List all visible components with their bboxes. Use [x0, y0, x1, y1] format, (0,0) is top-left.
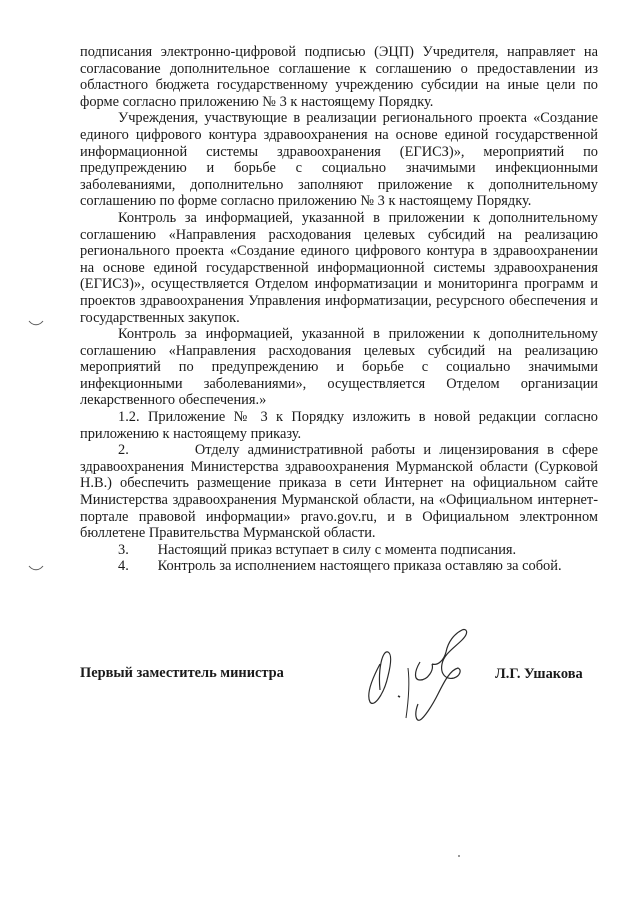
list-item-text: Контроль за исполнением настоящего приказа оставляю за собой.: [157, 558, 562, 575]
list-item-number: 3.: [118, 541, 129, 558]
paragraph-continuation: подписания электронно-цифровой подписью (ЭЦП) Учредителя, направляет на согласование дополнительное соглашение к соглашению о предоставлении из областного бюджета государственному учреждению субсидии на иные цели по форме согласно приложению № 3 к настоящему Порядку.: [80, 44, 598, 110]
signatory-name: Л.Г. Ушакова: [495, 666, 583, 682]
list-item: [80, 542, 598, 559]
paragraph-appendix-3: 1.2. Приложение № 3 к Порядку изложить в новой редакции согласно приложению к настоящему приказу.: [80, 409, 598, 442]
document-body: [80, 44, 598, 575]
paragraph-control-egisz: Контроль за информацией, указанной в приложении к дополнительному соглашению «Направления расходования целевых субсидий на реализацию регионального проекта «Создание единого цифрового контура в здравоохранении на основе единой государственной информационной системы здравоохранения (ЕГИСЗ)», осуществляется Отделом информатизации и мониторинга программ и проектов здравоохранения Управления информатизации, ресурсного обеспечения и государственных закупок.: [80, 209, 598, 326]
paragraph-egisz-institutions: Учреждения, участвующие в реализации регионального проекта «Создание единого цифрового контура здравоохранения на основе единой государственной информационной системы здравоохранения (ЕГИСЗ)», мероприятий по предупреждению и борьбе с социально значимыми инфекционными заболеваниями, дополнительно заполняют приложение к дополнительному соглашению по форме согласно приложению № 3 к настоящему Порядку.: [80, 110, 598, 210]
margin-punch-mark: [28, 318, 44, 328]
list-item: [80, 558, 598, 575]
signatory-position: Первый заместитель министра: [80, 665, 284, 681]
list-item-text: Отделу административной работы и лицензирования в сфере здравоохранения Министерства здравоохранения Мурманской области (Сурковой Н.В.) обеспечить размещение приказа в сети Интернет на официальном сайте Министерства здравоохранения Мурманской области, на «Официальном интернет-портале правовой информации» pravo.gov.ru, и в Официальном электронном бюллетене Правительства Мурманской области.: [80, 442, 598, 542]
paragraph-control-infections: Контроль за информацией, указанной в приложении к дополнительному соглашению «Направления расходования целевых субсидий на реализацию мероприятий по предупреждению и борьбе с социально значимыми инфекционными заболеваниями», осуществляется Отделом организации лекарственного обеспечения.»: [80, 326, 598, 409]
list-item-number: 2.: [118, 442, 129, 459]
scan-speck: [458, 855, 460, 857]
handwritten-signature: [358, 624, 488, 724]
margin-punch-mark: [28, 563, 44, 573]
list-item: [80, 442, 598, 542]
list-item-number: 4.: [118, 558, 129, 575]
list-item-text: Настоящий приказ вступает в силу с момента подписания.: [157, 541, 517, 558]
